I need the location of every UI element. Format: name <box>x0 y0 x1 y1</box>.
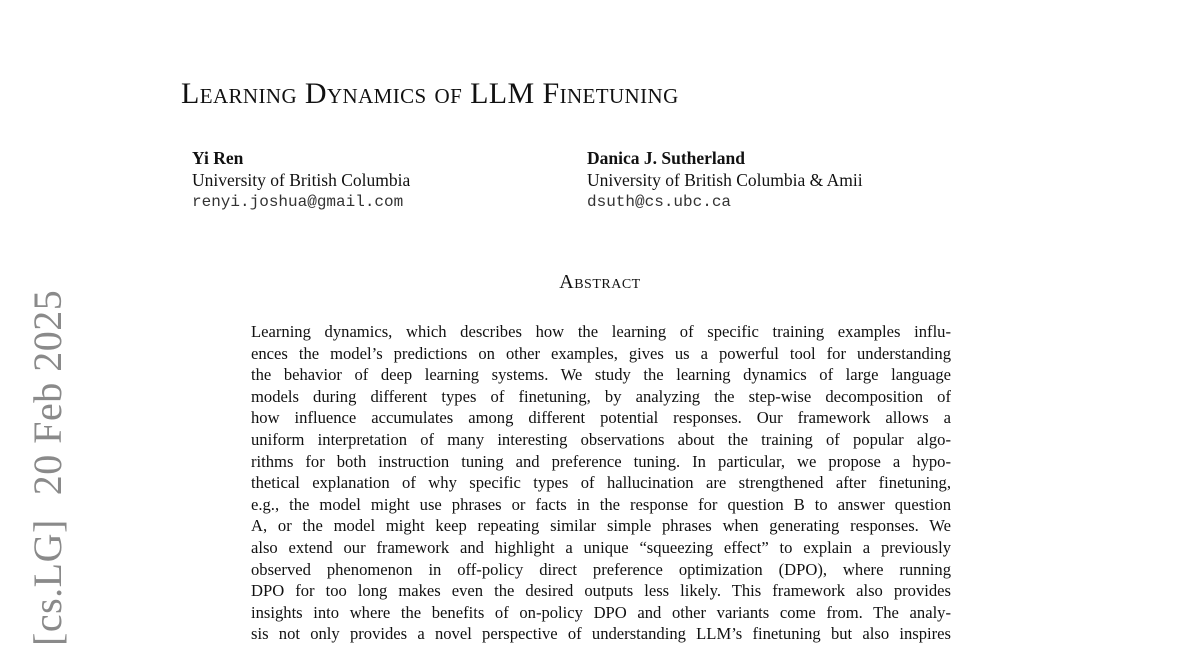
author-name: Yi Ren <box>192 148 244 168</box>
arxiv-date: 20 Feb 2025 <box>25 289 70 496</box>
abstract-line: rithms for both instruction tuning and preference tuning. In particular, we propose a hypo- <box>251 451 951 471</box>
abstract-line: observed phenomenon in off-policy direct preference optimization (DPO), where running <box>251 559 951 579</box>
author-affiliation: University of British Columbia <box>192 170 411 190</box>
abstract-heading: Abstract <box>559 271 641 293</box>
abstract-line: the behavior of deep learning systems. We study the learning dynamics of large language <box>251 365 951 385</box>
author-block-1 <box>192 147 410 213</box>
author-email: renyi.joshua@gmail.com <box>192 193 404 211</box>
abstract-body <box>251 321 951 645</box>
paper-title: Learning Dynamics of LLM Finetuning <box>181 77 679 110</box>
abstract-line: e.g., the model might use phrases or facts in the response for question B to answer question <box>251 494 951 514</box>
abstract-line: Learning dynamics, which describes how the learning of specific training examples influ- <box>251 322 951 341</box>
abstract-line: DPO for too long makes even the desired outputs less likely. This framework also provides <box>251 581 951 601</box>
author-affiliation: University of British Columbia & Amii <box>587 170 863 190</box>
abstract-line: insights into where the benefits of on-policy DPO and other variants come from. The analy- <box>251 602 951 622</box>
abstract-line: sis not only provides a novel perspective of understanding LLM’s finetuning but also inspires <box>251 624 951 644</box>
abstract-line: A, or the model might keep repeating similar simple phrases when generating responses. We <box>251 516 951 536</box>
abstract-line: ences the model’s predictions on other examples, gives us a powerful tool for understanding <box>251 343 951 363</box>
abstract-line: models during different types of finetuning, by analyzing the step-wise decomposition of <box>251 386 951 406</box>
author-email: dsuth@cs.ubc.ca <box>587 193 732 211</box>
abstract-line: uniform interpretation of many interesting observations about the training of popular algo- <box>251 429 951 449</box>
abstract-line: how influence accumulates among different potential responses. Our framework allows a <box>251 408 951 428</box>
author-block-2 <box>587 147 863 213</box>
abstract-line: thetical explanation of why specific types of hallucination are strengthened after finetuning, <box>251 473 951 493</box>
abstract-line: also extend our framework and highlight a unique “squeezing effect” to explain a previously <box>251 537 951 557</box>
arxiv-side-stamp <box>25 289 70 646</box>
author-name: Danica J. Sutherland <box>587 148 746 168</box>
arxiv-category: [cs.LG] <box>25 519 70 646</box>
